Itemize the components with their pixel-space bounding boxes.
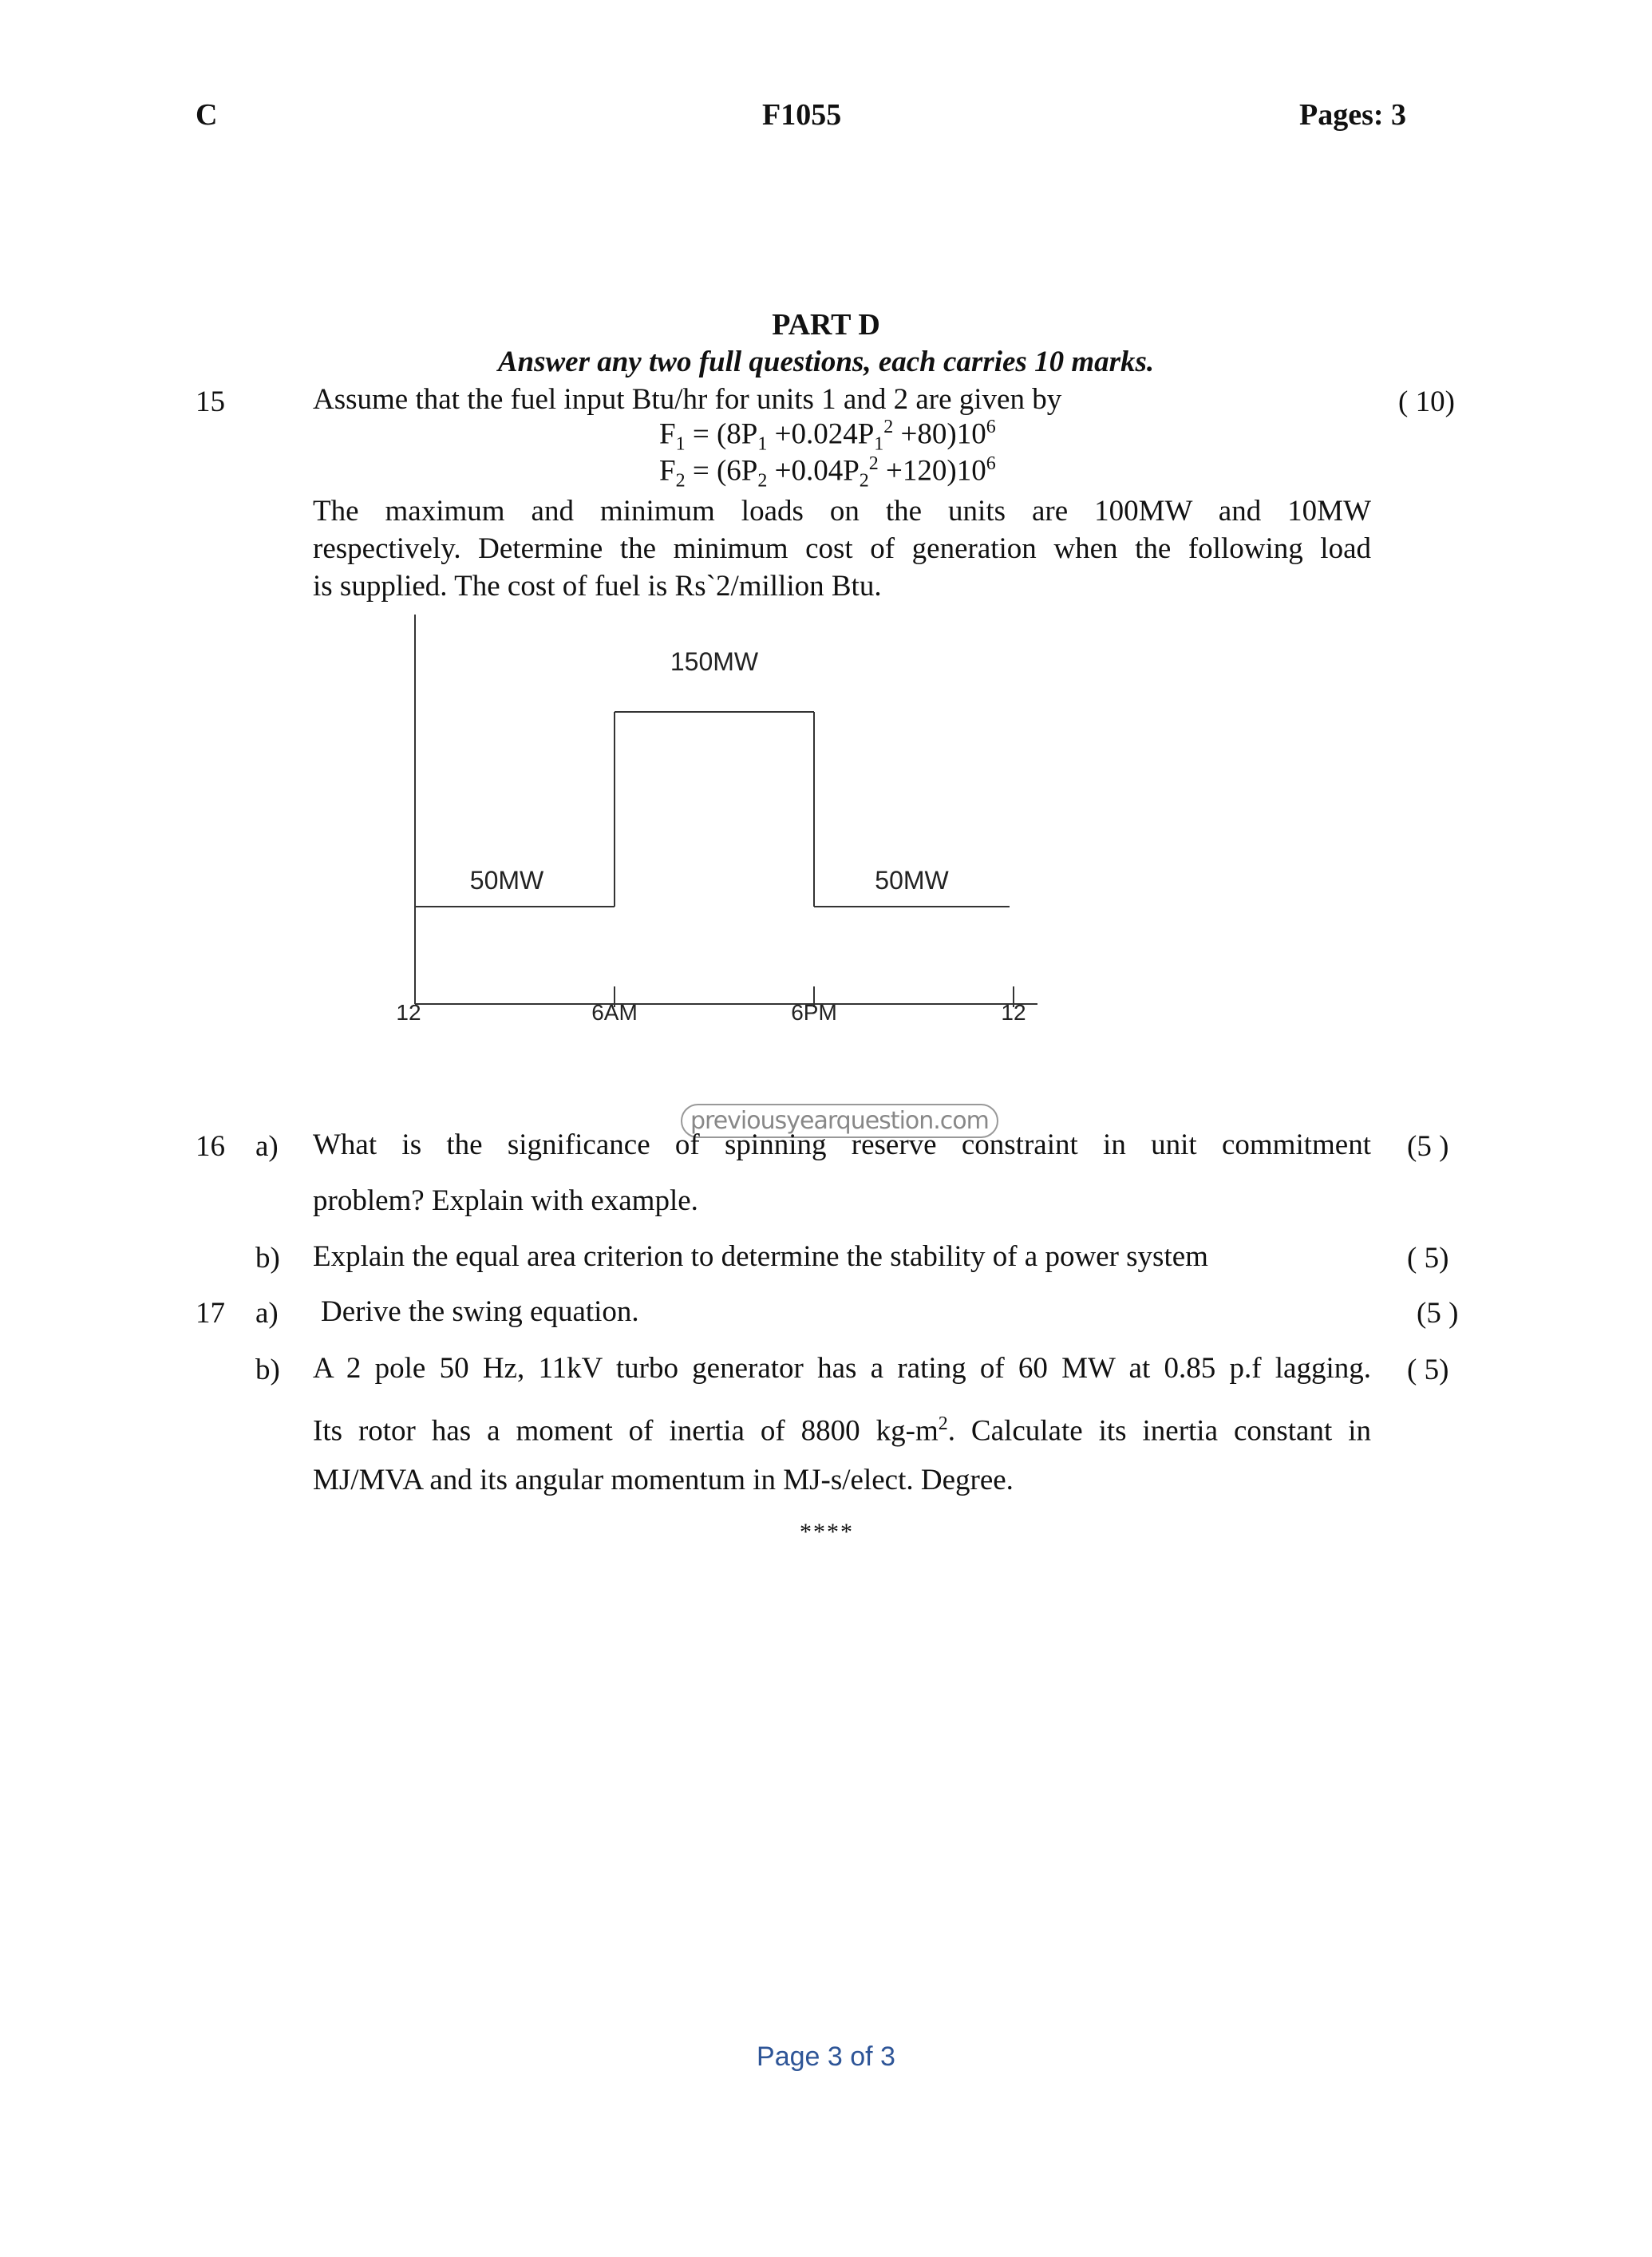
part-instruction: Answer any two full questions, each carries 10 marks. (497, 346, 1155, 378)
q15-marks: ( 10) (1398, 385, 1455, 418)
q16a-line-1: What is the significance of spinning reserve constraint in unit commitment (313, 1128, 1371, 1161)
q17b-marks: ( 5) (1407, 1354, 1449, 1386)
paper-code: F1055 (762, 98, 842, 132)
q17b-line-1: A 2 pole 50 Hz, 11kV turbo generator has a rating of 60 MW at 0.85 p.f lagging. (313, 1352, 1371, 1385)
question-number-15: 15 (196, 385, 225, 418)
q16b-label: b) (255, 1242, 280, 1275)
q16a-line-2: problem? Explain with example. (313, 1184, 698, 1217)
q17b-line-2: Its rotor has a moment of inertia of 8800 $kg-m^2$. Calculate its inertia constant in (313, 1413, 1371, 1448)
q15-equation-1: $F_1 = (8P_1 +0.024P_1^2 +80)10^6$ (659, 417, 996, 455)
load-curve-chart (375, 615, 1026, 1038)
page-count: Pages: 3 (1299, 98, 1407, 132)
q17b-line-3: MJ/MVA and its angular momentum in MJ-s/elect. Degree. (313, 1464, 1014, 1496)
q16b-marks: ( 5) (1407, 1242, 1449, 1275)
x-tick-label-3: 12 (1001, 1000, 1026, 1025)
x-tick-label-2: 6PM (791, 1000, 837, 1025)
question-number-16: 16 (196, 1130, 225, 1163)
q15-body-line-3: is supplied. The cost of fuel is Rs`2/million Btu. (313, 570, 882, 603)
question-number-17: 17 (196, 1297, 225, 1330)
q15-intro: Assume that the fuel input Btu/hr for units 1 and 2 are given by (313, 383, 1062, 416)
q16a-label: a) (255, 1130, 279, 1163)
q16b-text: Explain the equal area criterion to determine the stability of a power system (313, 1240, 1208, 1273)
x-tick-label-0: 12 (396, 1000, 421, 1025)
part-title: PART D (772, 308, 880, 342)
segment-label-1: 150MW (670, 647, 759, 676)
q17a-text: Derive the swing equation. (321, 1295, 639, 1328)
segment-label-0: 50MW (469, 866, 544, 895)
q17a-marks: (5 ) (1417, 1297, 1459, 1330)
q15-body-line-1: The maximum and minimum loads on the units are 100MW and 10MW (313, 495, 1371, 528)
q15-equation-2: $F_2 = (6P_2 +0.04P_2^2 +120)10^6$ (659, 453, 996, 492)
q15-body-line-2: respectively. Determine the minimum cost of generation when the following load (313, 532, 1371, 565)
header-left: C (196, 98, 218, 132)
q16a-marks: (5 ) (1407, 1130, 1449, 1163)
segment-label-2: 50MW (875, 866, 949, 895)
end-of-paper-mark: **** (800, 1519, 854, 1545)
x-tick-label-1: 6AM (591, 1000, 638, 1025)
q17b-label: b) (255, 1354, 280, 1386)
q17a-label: a) (255, 1297, 279, 1330)
page-footer: Page 3 of 3 (757, 2042, 895, 2072)
watermark: previousyearquestion.com (681, 1104, 998, 1138)
